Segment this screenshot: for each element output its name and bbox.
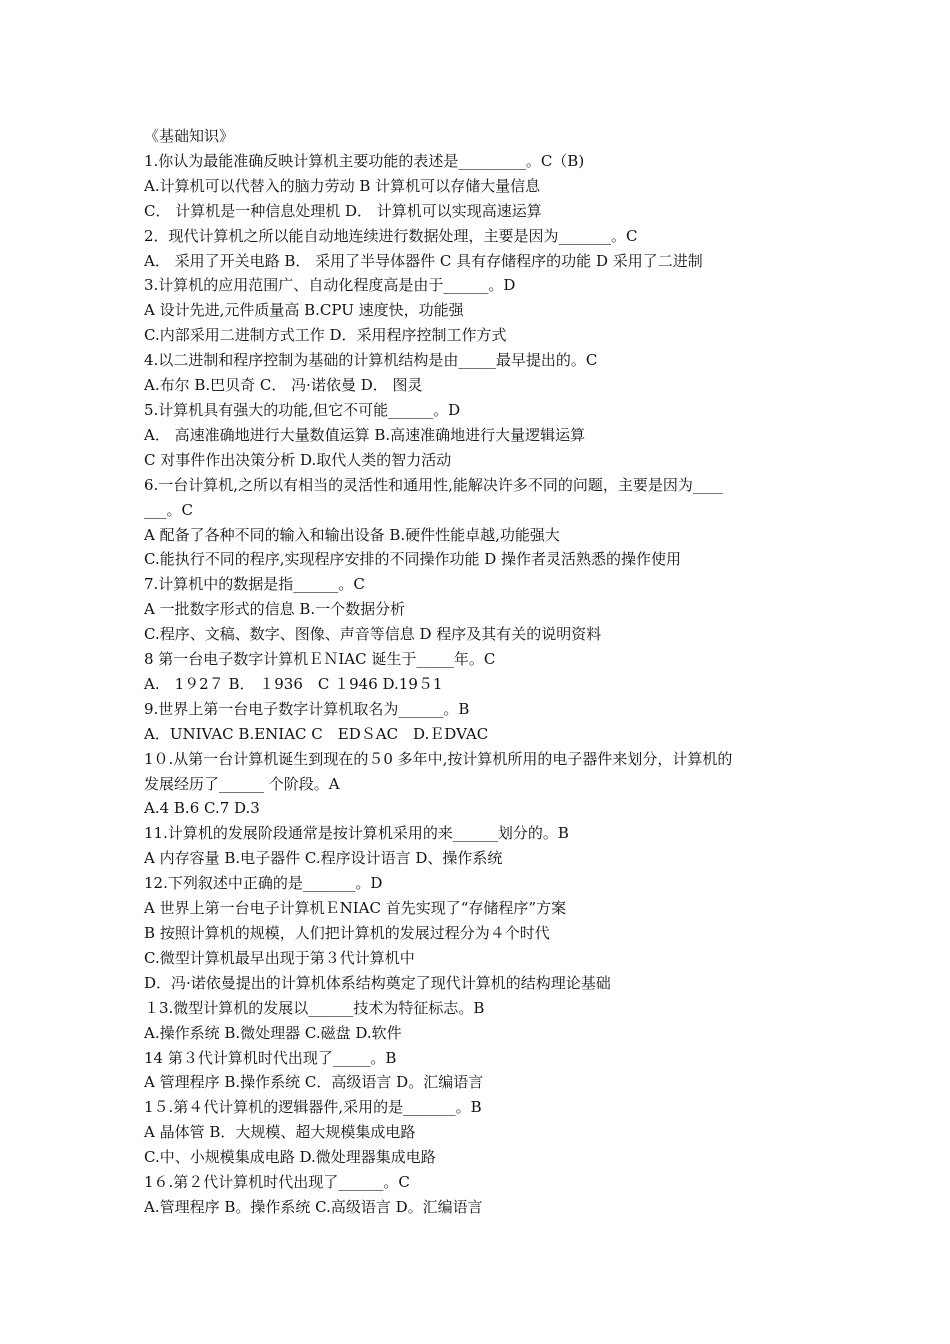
question-13-options: A.操作系统 B.微处理器 C.磁盘 D.软件 [144,1023,402,1042]
question-5: 5.计算机具有强大的功能,但它不可能______。D [144,400,461,419]
question-2: 2．现代计算机之所以能自动地连续进行数据处理，主要是因为_______。C [144,226,638,245]
question-10: 1０.从第一台计算机诞生到现在的５0 多年中,按计算机所用的电子器件来划分，计算机的 [144,749,733,768]
question-12-option-c: C.微型计算机最早出现于第３代计算机中 [144,948,415,967]
question-12: 12.下列叙述中正确的是_______。D [144,874,383,893]
question-6-options-cd: C.能执行不同的程序,实现程序安排的不同操作功能 D 操作者灵活熟悉的操作使用 [144,550,682,569]
question-13: １3.微型计算机的发展以______技术为特征标志。B [144,998,485,1017]
document-body [144,124,814,1220]
question-14: 14 第３代计算机时代出现了_____。B [144,1048,397,1067]
question-10-continued: 发展经历了______ 个阶段。A [144,774,340,793]
question-16-options: A.管理程序 B。操作系统 C.高级语言 D。汇编语言 [144,1197,483,1216]
question-8-options: A. 1９2７ B． １936 C １946 D.19５1 [144,674,443,693]
question-15: 1５.第４代计算机的逻辑器件,采用的是_______。B [144,1098,482,1117]
question-6-continued: ___。C [144,500,193,519]
question-3-options-cd: C.内部采用二进制方式工作 D．采用程序控制工作方式 [144,326,507,345]
question-12-option-a: A 世界上第一台电子计算机ＥNIAC 首先实现了“存储程序”方案 [144,899,567,918]
document-title: 《基础知识》 [144,127,235,145]
question-7-options-cd: C.程序、文稿、数字、图像、声音等信息 D 程序及其有关的说明资料 [144,625,602,644]
question-9: 9.世界上第一台电子数字计算机取名为______。B [144,699,470,718]
question-1: 1.你认为最能准确反映计算机主要功能的表述是_________。C（B) [144,151,585,170]
question-3: 3.计算机的应用范围广、自动化程度高是由于______。D [144,276,516,295]
question-1-options-ab: A.计算机可以代替入的脑力劳动 B 计算机可以存储大量信息 [144,176,541,195]
question-12-option-b: B 按照计算机的规模，人们把计算机的发展过程分为４个时代 [144,924,550,942]
question-15-options-ab: A 晶体管 B．大规模、超大规模集成电路 [144,1123,416,1142]
question-16: 1６.第２代计算机时代出现了______。C [144,1173,410,1192]
question-3-options-ab: A 设计先进,元件质量高 B.CPU 速度快，功能强 [144,301,464,320]
question-14-options: A 管理程序 B.操作系统 C．高级语言 D。汇编语言 [144,1073,484,1092]
question-12-option-d: D．冯·诺依曼提出的计算机体系结构奠定了现代计算机的结构理论基础 [144,973,611,992]
question-11-options: A 内存容量 B.电子器件 C.程序设计语言 D、操作系统 [144,849,503,868]
question-7: 7.计算机中的数据是指______。C [144,575,365,594]
question-4-options: A.布尔 B.巴贝奇 C． 冯·诺依曼 D． 图灵 [144,376,423,395]
question-2-options: A． 采用了开关电路 B． 采用了半导体器件 C 具有存储程序的功能 D 采用了二进制 [144,251,703,270]
question-1-options-cd: C． 计算机是一种信息处理机 D． 计算机可以实现高速运算 [144,201,542,220]
question-5-options-ab: A． 高速准确地进行大量数值运算 B.高速准确地进行大量逻辑运算 [144,425,586,444]
question-4: 4.以二进制和程序控制为基础的计算机结构是由_____最早提出的。C [144,351,598,370]
question-6: 6.一台计算机,之所以有相当的灵活性和通用性,能解决许多不同的问题，主要是因为____ [144,475,723,494]
question-15-options-cd: C.中、小规模集成电路 D.微处理器集成电路 [144,1148,436,1167]
question-11: 11.计算机的发展阶段通常是按计算机采用的来______划分的。B [144,824,569,843]
question-8: 8 第一台电子数字计算机ＥＮIAC 诞生于_____年。C [144,650,496,669]
question-10-options: A.4 B.6 C.7 D.3 [144,799,260,818]
question-5-options-cd: C 对事件作出决策分析 D.取代人类的智力活动 [144,450,452,469]
question-7-options-ab: A 一批数字形式的信息 B.一个数据分析 [144,600,406,619]
question-9-options: A．UNIVAC B.ENIAC C EDＳAC D.ＥDVAC [144,724,489,743]
question-6-options-ab: A 配备了各种不同的输入和输出设备 B.硬件性能卓越,功能强大 [144,525,560,544]
